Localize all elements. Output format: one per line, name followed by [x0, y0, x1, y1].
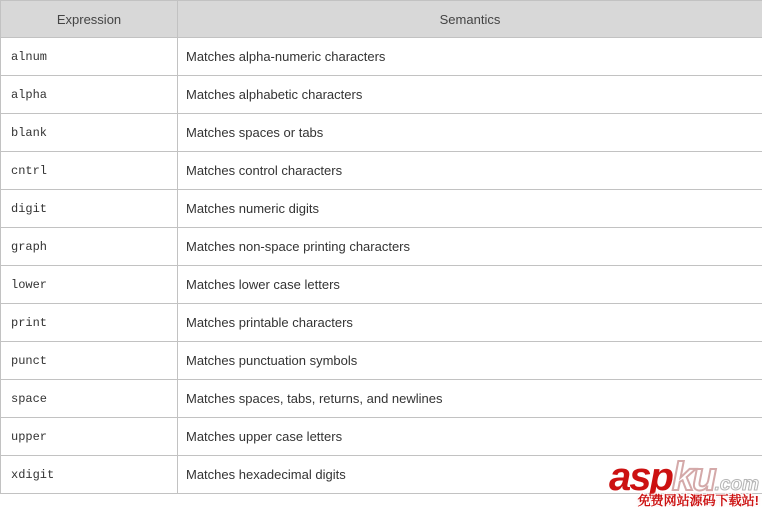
logo-asp-text: asp [609, 455, 672, 499]
semantics-cell: Matches printable characters [178, 304, 762, 342]
semantics-cell: Matches lower case letters [178, 266, 762, 304]
semantics-cell: Matches upper case letters [178, 418, 762, 456]
semantics-cell: Matches non-space printing characters [178, 228, 762, 266]
semantics-cell: Matches alphabetic characters [178, 76, 762, 114]
table-header-row [1, 1, 762, 38]
table-row [1, 304, 762, 342]
expression-cell: alnum [1, 38, 178, 76]
table-row [1, 418, 762, 456]
expression-cell: alpha [1, 76, 178, 114]
semantics-cell: Matches alpha-numeric characters [178, 38, 762, 76]
table-row [1, 266, 762, 304]
logo-dotcom-text: .com [714, 474, 759, 495]
expression-cell: print [1, 304, 178, 342]
semantics-cell: Matches hexadecimal digits [178, 456, 762, 494]
column-header-semantics: Semantics [178, 1, 762, 38]
expression-cell: graph [1, 228, 178, 266]
table-row [1, 38, 762, 76]
table-row [1, 456, 762, 494]
expression-cell: lower [1, 266, 178, 304]
expression-cell: blank [1, 114, 178, 152]
table-row [1, 114, 762, 152]
table-row [1, 76, 762, 114]
table-row [1, 190, 762, 228]
expression-cell: punct [1, 342, 178, 380]
table-row [1, 380, 762, 418]
expression-cell: xdigit [1, 456, 178, 494]
watermark-tagline: 免费网站源码下载站! [637, 493, 759, 507]
column-header-expression: Expression [1, 1, 178, 38]
expression-cell: upper [1, 418, 178, 456]
semantics-cell: Matches punctuation symbols [178, 342, 762, 380]
table-row [1, 342, 762, 380]
expression-cell: cntrl [1, 152, 178, 190]
table-row [1, 152, 762, 190]
logo-ku-text: ku [671, 455, 715, 499]
semantics-cell: Matches spaces, tabs, returns, and newlines [178, 380, 762, 418]
expression-cell: space [1, 380, 178, 418]
semantics-cell: Matches control characters [178, 152, 762, 190]
semantics-cell: Matches numeric digits [178, 190, 762, 228]
table-row [1, 228, 762, 266]
semantics-cell: Matches spaces or tabs [178, 114, 762, 152]
expression-cell: digit [1, 190, 178, 228]
